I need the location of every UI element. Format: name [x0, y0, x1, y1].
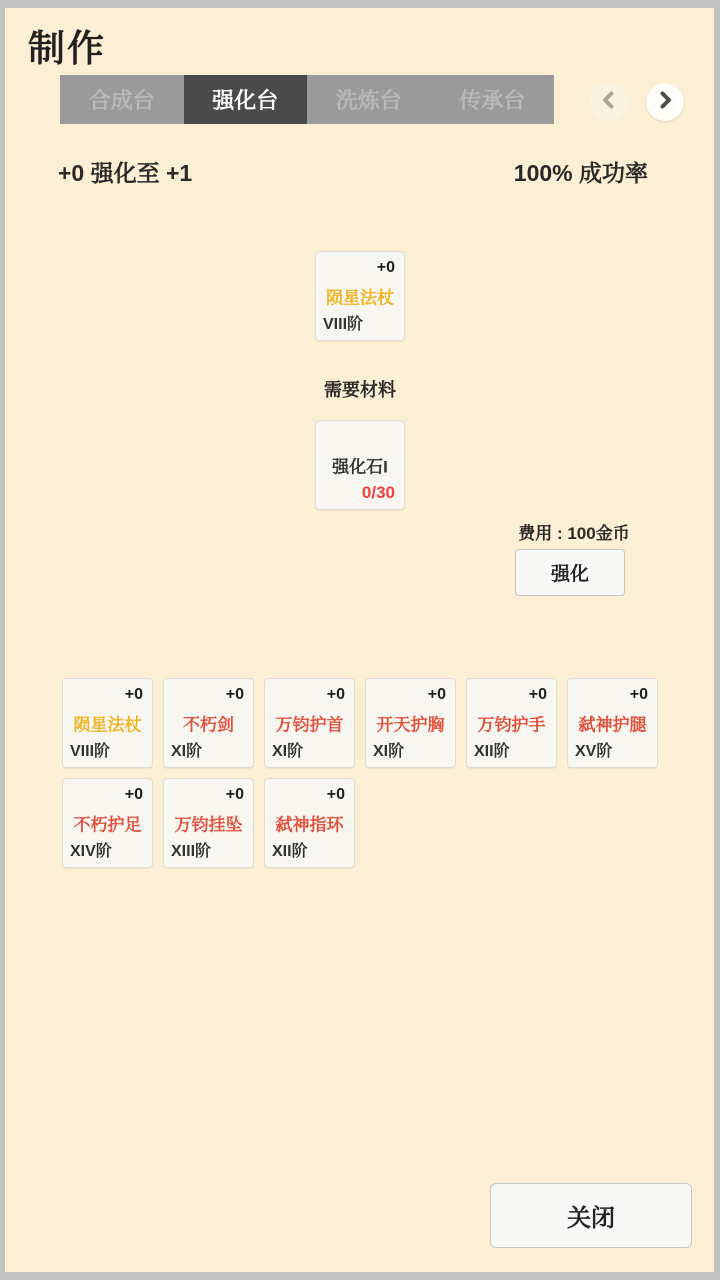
item-tier: XII阶: [474, 743, 510, 760]
enhance-level-badge: +0: [326, 686, 345, 703]
enhance-level-badge: +0: [225, 686, 244, 703]
item-tier: XIII阶: [171, 843, 212, 860]
enhance-level-badge: +0: [376, 259, 395, 276]
enhance-level-badge: +0: [124, 786, 143, 803]
selected-item-name: 陨星法杖: [326, 288, 394, 308]
page-title: 制作: [28, 28, 106, 69]
selected-item-card[interactable]: [315, 251, 405, 341]
enhance-level-badge: +0: [528, 686, 547, 703]
item-name: 陨星法杖: [73, 715, 142, 735]
enhance-level-badge: +0: [427, 686, 446, 703]
inventory-item[interactable]: [163, 678, 254, 768]
material-count: 0/30: [361, 483, 395, 502]
prev-tab-button[interactable]: [590, 83, 628, 121]
enhance-level-badge: +0: [629, 686, 648, 703]
item-name: 不朽护足: [73, 815, 142, 835]
tab-synthesis[interactable]: 合成台: [88, 88, 155, 113]
inventory-item[interactable]: [567, 678, 658, 768]
enhance-level-badge: +0: [124, 686, 143, 703]
inventory-item[interactable]: [365, 678, 456, 768]
item-tier: XII阶: [272, 843, 308, 860]
item-name: 不朽剑: [183, 715, 234, 735]
success-rate-text: 100% 成功率: [513, 160, 648, 186]
item-tier: VIII阶: [70, 743, 111, 760]
item-tier: XI阶: [272, 743, 304, 760]
inventory-item[interactable]: [62, 678, 153, 768]
inventory-grid: [62, 678, 668, 868]
item-tier: XI阶: [171, 743, 203, 760]
tab-inherit[interactable]: 传承台: [459, 88, 526, 113]
crafting-tabbar: [60, 75, 554, 124]
enhance-button[interactable]: 强化: [515, 549, 625, 596]
item-name: 开天护胸: [376, 715, 445, 735]
enhance-level-badge: +0: [225, 786, 244, 803]
tab-refine[interactable]: 洗炼台: [335, 88, 402, 113]
close-button[interactable]: 关闭: [490, 1183, 692, 1248]
selected-item-tier: VIII阶: [323, 316, 364, 333]
enhance-level-badge: +0: [326, 786, 345, 803]
item-name: 万钧护手: [477, 715, 546, 735]
inventory-item[interactable]: [62, 778, 153, 868]
item-tier: XI阶: [373, 743, 405, 760]
item-name: 万钧挂坠: [174, 815, 243, 835]
enhance-range-text: +0 强化至 +1: [58, 160, 193, 186]
tab-enhance[interactable]: 强化台: [184, 75, 308, 124]
inventory-item[interactable]: [264, 778, 355, 868]
item-tier: XV阶: [575, 743, 613, 760]
next-tab-button[interactable]: [646, 83, 684, 121]
inventory-item[interactable]: [264, 678, 355, 768]
item-name: 弑神指环: [275, 815, 344, 835]
inventory-item[interactable]: [466, 678, 557, 768]
app-background: [5, 8, 714, 1272]
item-name: 弑神护腿: [578, 715, 647, 735]
material-card[interactable]: [315, 420, 405, 510]
cost-label: 费用 : 100金币: [518, 524, 630, 543]
chevron-right-icon: [653, 88, 677, 117]
chevron-left-icon: [597, 88, 621, 117]
enhance-info-row: [58, 155, 648, 188]
materials-label: 需要材料: [324, 380, 396, 400]
material-name: 强化石I: [332, 457, 388, 477]
inventory-item[interactable]: [163, 778, 254, 868]
item-tier: XIV阶: [70, 843, 112, 860]
item-name: 万钧护首: [275, 715, 344, 735]
